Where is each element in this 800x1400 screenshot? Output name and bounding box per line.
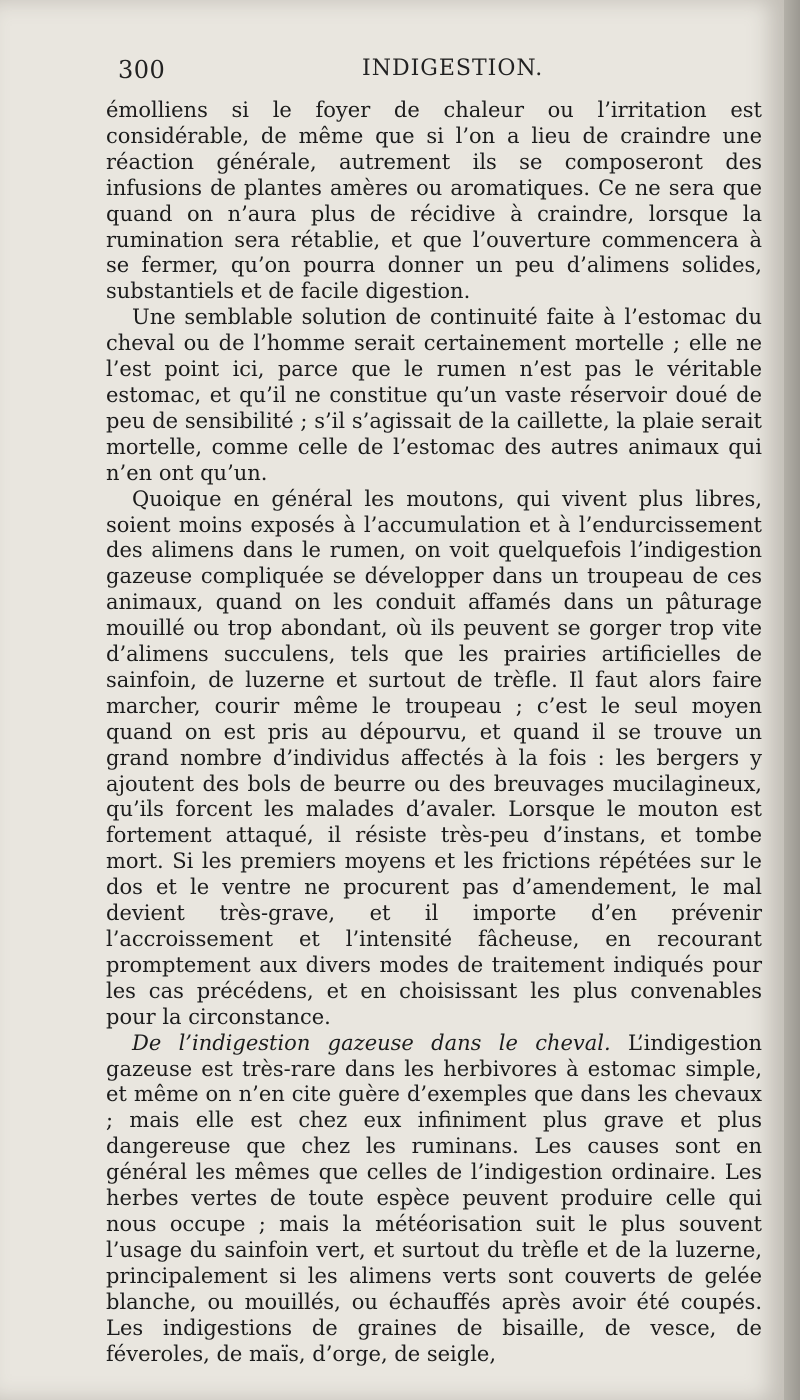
page-header [118,56,758,90]
paragraph-4 [106,1031,762,1368]
page-edge [784,0,800,1400]
paragraph-1: émolliens si le foyer de chaleur ou l’irritation est considérable, de même que si l’on a lieu de craindre une réaction générale, autrement ils se composeront des infusions de plantes amères ou aromatiques. Ce ne sera que quand on n’aura plus de récidive à craindre, lorsque la rumination sera rétablie, et que l’ouverture commencera à se fermer, qu’on pourra donner un peu d’alimens solides, substantiels et de facile digestion. [106,98,762,304]
paragraph-3: Quoique en général les moutons, qui vivent plus libres, soient moins exposés à l’accumulation et à l’endurcissement des alimens dans le rumen, on voit quelquefois l’indigestion gazeuse compliquée se développer dans un troupeau de ces animaux, quand on les conduit affamés dans un pâturage mouillé ou trop abondant, où ils peuvent se gorger trop vite d’alimens succulens, tels que les prairies artificielles de sainfoin, de luzerne et surtout de trèfle. Il faut alors faire marcher, courir même le troupeau ; c’est le seul moyen quand on est pris au dépourvu, et quand il se trouve un grand nombre d’individus affectés à la fois : les bergers y ajoutent des bols de beurre ou des breuvages mucilagineux, qu’ils forcent les malades d’avaler. Lorsque le mouton est fortement attaqué, il résiste très-peu d’instans, et tombe mort. Si les premiers moyens et les frictions répétées sur le dos et le ventre ne procurent pas d’amendement, le mal devient très-grave, et il importe d’en prévenir l’accroissement et l’intensité fâcheuse, en recourant promptement aux divers modes de traitement indiqués pour les cas précédens, et en choisissant les plus convenables pour la circonstance. [106,486,762,1029]
body-text [106,98,762,1367]
paragraph-2: Une semblable solution de continuité faite à l’estomac du cheval ou de l’homme serait certainement mortelle ; elle ne l’est point ici, parce que le rumen n’est pas le véritable estomac, et qu’il ne constitue qu’un vaste réservoir doué de peu de sensibilité ; s’il s’agissait de la caillette, la plaie serait mortelle, comme celle de l’estomac des autres animaux qui n’en ont qu’un. [106,305,762,485]
running-head: INDIGESTION. [362,56,544,81]
paragraph-4-text: L’indigestion gazeuse est très-rare dans les herbivores à estomac simple, et même on n’en cite guère d’exemples que dans les chevaux ; mais elle est chez eux infiniment plus grave et plus dangereuse que chez les ruminans. Les causes sont en général les mêmes que celles de l’indigestion ordinaire. Les herbes vertes de toute espèce peuvent produire celle qui nous occupe ; mais la météorisation suit le plus souvent l’usage du sainfoin vert, et surtout du trèfle et de la luzerne, principalement si les alimens verts sont couverts de gelée blanche, ou mouillés, ou échauffés après avoir été coupés. Les indigestions de graines de bisaille, de vesce, de féveroles, de maïs, d’orge, de seigle, [106,1030,762,1366]
page-number: 300 [118,56,166,84]
section-subhead: De l’indigestion gazeuse dans le cheval. [132,1030,611,1055]
